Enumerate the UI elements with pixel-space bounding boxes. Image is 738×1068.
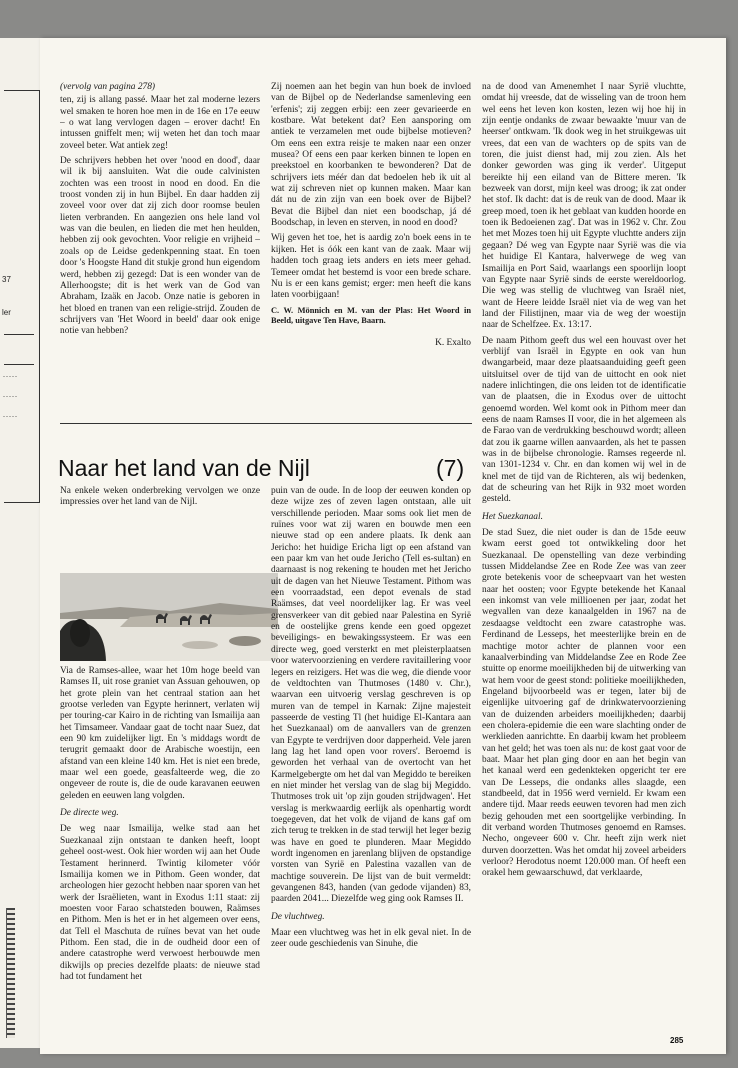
book-credit: C. W. Mönnich en M. van der Plas: Het Woord in Beeld, uitgave Ten Have, Baarn. [271, 305, 471, 325]
prev-dots: ..... [3, 410, 18, 419]
desert-photo [60, 573, 278, 661]
prev-page-number: 37 [2, 275, 11, 284]
rule [4, 364, 34, 365]
paragraph: Maar een vluchtweg was het in elk geval niet. In de zeer oude geschiedenis van Sinuhe, die [271, 928, 471, 950]
article-lead [60, 486, 260, 516]
prev-dots: ..... [3, 390, 18, 399]
prev-page-text: ler [2, 308, 11, 317]
author-signature: K. Exalto [435, 337, 471, 348]
paragraph: De naam Pithom geeft dus wel een houvast over het verblijf van Israël in Egypte en ook van hun dwangarbeid, maar deze plaatsaanduiding geeft geen uitsluitsel over de tijd van de uittocht en ook niet nadere inlichtingen, die ons leiden tot de identificatie van de plaatsen, die in Exodus over de uittocht genoemd worden. Wel komt ook in Pithom meer dan eens de naam Ramses II voor, die in het algemeen als de Farao van de verdrukking beschouwd wordt; alleen dat zou ik gaarne willen aanvaarden, als het te passen was in de bijbelse chronologie. Ramses regeerde nl. van 1301-1234 v. Chr. en dan komen wij wel in de knel met de tijd van de Richteren, als wij bedenken, dat de scheuring van het Rijk in 932 moet worden gesteld. [482, 335, 686, 505]
paragraph: ten, zij is allang passé. Maar het zal moderne lezers wel smaken te horen hoe men in de 16e en 17e eeuw – o wat lang vervlogen dagen – erover dacht! En intussen gniffelt men; wij weten het dan toch maar zoveel beter. Wat antiek zeg! [60, 95, 260, 151]
subheading: De directe weg. [60, 808, 119, 819]
paragraph: De schrijvers hebben het over 'nood en dood', daar wil ik bij aansluiten. Wat die oude calvinisten zochten was een troost in nood en dood. En die troost vonden zij in hun Bijbel. En daar hadden zij zoveel voor over dat zij zich door roomse beulen lieten verbranden. En aangezien ons hele land vol was van die beulen, en lieden die met hen heulden, hebben zij ook gevochten. Voor religie en vrijheid – zoals op de Leidse gedenkpenning staat. En toen door 's Hoogste Hand dit stukje grond hun eigendom werd, hebben zij gezegd: Dat is een wonder van de Allerhoogste; dit is het werk van de God van Abraham, Izaäk en Jacob. Onze natie is geboren in het bloed en tranen van een religie-strijd. Zouden de schrijvers van 'Het Woord in beeld' daar ook enige notie van hebben? [60, 156, 260, 337]
article-column-3 [482, 82, 686, 1026]
paragraph: Wij geven het toe, het is aardig zo'n boek eens in te kijken. Het is óók een kant van de zaak. Maar wij hadden toch graag iets anders en iets meer gehad. Temeer omdat het bestemd is voor een brede schare. Nu is er een kans gemist; erger: men heeft die kans laten voorbijgaan! [271, 233, 471, 301]
previous-page-edge [0, 38, 41, 1048]
subheading: Het Suezkanaal. [482, 511, 543, 522]
paragraph: Zij noemen aan het begin van hun boek de invloed van de Bijbel op de Nederlandse samenleving een 'erfenis'; zij zeggen erbij: een zeer gevarieerde en kostbare. Wat betekent dat? Een aansporing om antiek te verzamelen met oude bijbelse motieven? Om eens een extra reisje te maken naar een onzer musea? Of eens een paar kerken binnen te lopen en preekstoel en koorbanken te bewonderen? Dat de schrijvers iets méér dan dat bedoelen heb ik uit al wat zij schreven niet op kunnen maken. Maar kan dát nu de zin zijn van een boek over de Bijbel? Bevat die Bijbel dan niet een boodschap, já dé Boodschap, in leven en sterven, in nood en dood? [271, 82, 471, 229]
article-column-1 [60, 666, 260, 1026]
paragraph: De stad Suez, die niet ouder is dan de 15de eeuw kwam eerst goed tot ontwikkeling door het Suezkanaal. De openstelling van deze verbinding tussen Middelandse Zee en Rode Zee was van zeer grote betekenis voor de scheepvaart van het westen naar het oosten; voor Egypte betekende het Kanaal een inkomst van vele millioenen per jaar, zodat het wegvallen van deze kanaalgelden in 1967 na de zesdaagse veldtocht een zware catastrophe was. Ferdinand de Lesseps, het meesterlijke brein en de machtige motor achter de plannen voor een kanaalverbinding van Middelandse Zee en Rode Zee stuitte op enorme moeilijkheden bij de uitwerking van wat hem voor de geest stond: politieke moeilijkheden, Engeland bijvoorbeeld was er tegen, later bij de eigenlijke uitvoering gaf de drinkwatervoorziening van de duizenden arbeiders moeilijkheden; daarbij een cholera-epidemie die een ware slachting onder de werklieden aanrichtte. En daarbij kwam het probleem van het geld; het was toen als nu: de kost gaat voor de baat. Maar het plan ging door en aan het begin van het kanaal werd een gedenkteken opgericht ter ere van De Lesseps, die ondanks alles slaagde, een standbeeld, dat in 1956 werd vernield. Er kwam een andere tijd. Maar reeds eeuwen tevoren had men zich bezig gehouden met een soortgelijke verbinding. In dit verband worden Thutmoses genoemd en Ramses. Necho, ongeveer 600 v. Chr. heeft zijn werk niet durven doorzetten. Was het omdat hij zoveel arbeiders verloor? Herodotus noemt 120.000 man. Of heeft een orakel hem gewaarschuwd, dat verklaarde, [482, 528, 686, 879]
paragraph: puin van de oude. In de loop der eeuwen konden op deze wijze zes of zeven lagen ontstaan, alle uit verschillende perioden. Maar soms ook liet men de ruïnes voor wat zij waren en bouwde men een nieuwe stad op een andere plaats. Ik denk aan Jericho: het huidige Ericha ligt op een afstand van een paar km van het oude Jericho (Tell es-sultan) en daarnaast is nog rekening te houden met het Jericho uit de dagen van het Nieuwe Testament. Pithom was een voorraadstad, een depot evenals de stad Raämses, dat veel noordelijker lag. Er was veel grensverkeer van dit gebied naar Palestina en Syrië en de oostelijke grens kende een goed opgezet beveiligings- en bewakingssysteem. Er was een directe weg, goed versterkt en met pleisterplaatsen voor watervoorziening en verdere ravitaillering voor legers en reizigers. Het was die weg, die diende voor de veldtochten van Thutmoses (1480 v. Chr.), waarvan een uitvoerig verslag geschreven is op muren van de tempel in Karnak: Zijne majesteit passeerde de vesting Tl (het huidige El-Kantara aan het Suezkanaal) om de aanvallers van de grenzen van Egypte te verdrijven door dapperheid. Vele jaren lang lag het land open voor rovers'. Beroemd is geworden het verhaal van de overtocht van het Karmelgebergte om het dal van Megiddo te bereiken en niet minder het verslag van de slag bij Megiddo. Thutmoses trok uit 'op zijn gouden strijdwagen'. Het verslag is merkwaardig eerlijk als openhartig wordt toegegeven, dat het volk de vijand de kans gaf om zich terug te trekken in de stad terwijl het leger bezig was have en goed te plunderen. Maar Megiddo wordt ingenomen en jarenlang blijven de opstandige vorsten van Syrië en Palestina vazallen van de machtige souverein. De lijst van de buit vermeldt: gevangenen 843, handen (van gedode vijanden) 83, paarden 2041... Diezelfde weg ging ook Ramses II. [271, 486, 471, 905]
review-column-2 [271, 82, 471, 422]
continuation-note: (vervolg van pagina 278) [60, 82, 156, 92]
magazine-page [40, 38, 726, 1054]
paragraph: na de dood van Amenemhet I naar Syrië vluchtte, omdat hij vreesde, dat de wisseling van de troon hem wel eens het leven kon kosten, lezen wij hoe hij in zijn eentje ondanks de zwaar bewaakte 'muur van de heerser' ontkwam. 'Ik dook weg in het struikgewas uit vrees, dat een van de wachters op de spits van de toren, die juist dienst had, mij zou zien. Als het donker geworden was ging ik verder'. Uitgeput bereikte hij een eiland van de Bittere meren. 'Ik bezweek van dorst, mijn keel was droog; ik zat onder het stof. Ik dacht: dat is de reuk van de dood. Maar ik greep moed, toen ik het geblaat van kudden hoorde en toen ik Bedoeienen zag'. Dat was in 1962 v. Chr. Zou het met Mozes toen hij uit Egypte vluchtte anders zijn gegaan? Dé weg van Egypte naar Syrië was die via het huidige El Kantara, halverwege de weg van Ismailija en Port Said, waarlangs een spoorlijn loopt van Egypte naar Syrië sinds de eerste wereldoorlog. Die weg was stellig de vluchtweg van Israël niet, want de Heere leidde Israël niet via de weg van het land der Filistijnen, maar via de weg der woestijn naar de Schelfzee. Ex. 13:17. [482, 82, 686, 331]
rule [4, 334, 34, 335]
paragraph: De weg naar Ismailija, welke stad aan het Suezkanaal zijn ontstaan te danken heeft, loopt geheel oost-west. Ook hier worden wij aan het Oude Testament herinnerd. Twintig kilometer vóór Ismailija komen we in Pithom. Geen wonder, dat archeologen hier gezocht hebben naar sporen van het werk der Israëlieten, want in Exodus 1:11 staat: zij moesten voor Farao schatsteden bouwen, Raämses en Pithom. Men is het er in het algemeen over eens, dat Tell el Maschuta de ruïnes bevat van het oude Pithom. Een stad, die in de oudheid door een of andere catastrophe werd verwoest herbouwde men dikwijls op precies dezelfde plaats: de nieuwe stad had tot fundament het [60, 824, 260, 982]
subheading: De vluchtweg. [271, 911, 325, 922]
prev-dots: ..... [3, 370, 18, 379]
rule [4, 90, 40, 91]
lead-paragraph: Na enkele weken onderbreking vervolgen we onze impressies over het land van de Nijl. [60, 486, 260, 508]
spiral-binding [6, 908, 15, 1038]
section-divider [60, 423, 472, 424]
paragraph: Via de Ramses-allee, waar het 10m hoge beeld van Ramses II, uit rose graniet van Assuan gehouwen, op het grote plein van het centraal station aan het grootse verleden van Egypte herinnert, verlaten wij per touring-car Kairo in de richting van Ismailija aan het Timsameer. Vandaar gaat de tocht naar Suez, dat een 90 km zuidelijker ligt. En 's middags wordt de terugrit gemaakt door de Arabische woestijn, een afstand van een kleine 140 km. Het is niet een brede, maar wel een goede, geasfalteerde weg, die zo ongeveer de route is, die de oude karavanen eeuwen geleden en eeuwen lang volgden. [60, 666, 260, 801]
article-title: Naar het land van de Nijl [58, 455, 310, 481]
review-column-1 [60, 82, 260, 420]
rule [4, 502, 40, 503]
article-column-2 [271, 486, 471, 1026]
article-part-number: (7) [436, 455, 465, 481]
page-number: 285 [670, 1036, 684, 1045]
desert-camels-image [60, 573, 278, 661]
